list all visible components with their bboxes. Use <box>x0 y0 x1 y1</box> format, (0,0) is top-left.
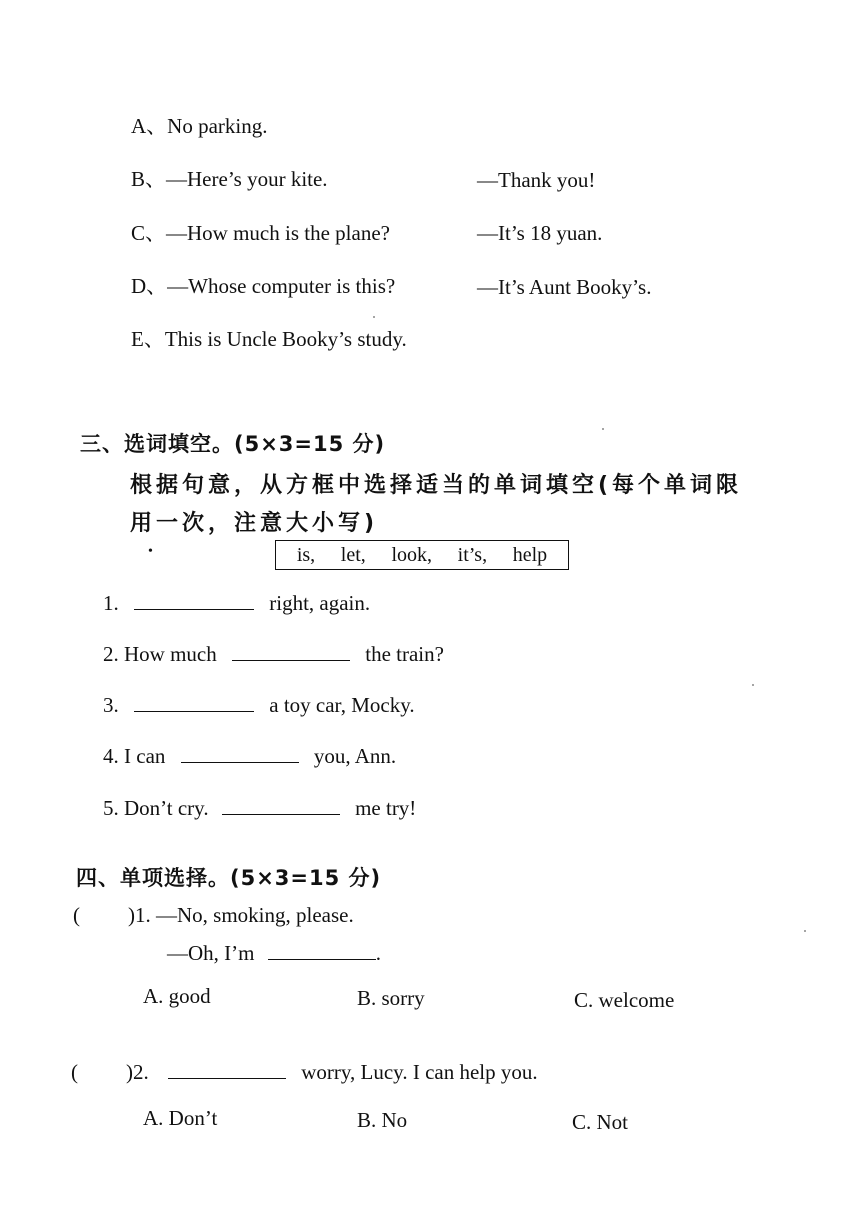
answer-paren-open[interactable]: ( <box>73 903 80 927</box>
option-letter: E、 <box>131 327 165 351</box>
q2-option-a[interactable]: A. Don’t <box>143 1106 218 1130</box>
item-text: the train? <box>365 642 444 666</box>
question-text: —No, smoking, please. <box>156 903 354 927</box>
q1-option-c[interactable]: C. welcome <box>574 988 675 1012</box>
scan-speck <box>752 684 754 686</box>
option-e <box>131 323 407 353</box>
item-text-before: How much <box>124 642 217 666</box>
item-text: you, Ann. <box>313 744 397 768</box>
option-b <box>131 163 328 193</box>
item-number: 5. <box>103 796 119 820</box>
word-choice: let, <box>340 543 366 566</box>
section4-heading: 四、单项选择。(5×3=15 分) <box>76 866 382 890</box>
q2-option-b[interactable]: B. No <box>357 1108 408 1132</box>
fill-item-2 <box>103 642 444 667</box>
q2-option-c[interactable]: C. Not <box>572 1110 629 1134</box>
answer-blank[interactable] <box>232 642 350 661</box>
question-text: —Oh, I’m <box>167 941 255 965</box>
answer-blank[interactable] <box>268 941 376 960</box>
option-text: —How much is the plane? <box>166 221 390 245</box>
answer-blank[interactable] <box>222 796 340 815</box>
option-d <box>131 270 395 300</box>
question-text: worry, Lucy. I can help you. <box>301 1060 538 1084</box>
word-choice: it’s, <box>457 543 488 566</box>
item-text-before: I can <box>124 744 166 768</box>
question-number: )1. <box>128 903 151 927</box>
item-number: 1. <box>103 591 119 615</box>
question-number: )2. <box>126 1060 149 1084</box>
fill-item-4 <box>103 744 396 769</box>
option-text: —Here’s your kite. <box>166 167 328 191</box>
item-text: right, again. <box>269 591 371 615</box>
stray-dot: • <box>148 544 153 559</box>
item-text: a toy car, Mocky. <box>269 693 415 717</box>
option-letter: C、 <box>131 221 167 245</box>
answer-blank[interactable] <box>168 1060 286 1079</box>
option-letter: D、 <box>131 274 168 298</box>
q1-option-b[interactable]: B. sorry <box>357 986 425 1010</box>
answer-paren-open[interactable]: ( <box>71 1060 78 1084</box>
fill-item-1 <box>103 591 370 616</box>
option-letter: A、 <box>131 114 168 138</box>
item-number: 2. <box>103 642 119 666</box>
answer-blank[interactable] <box>181 744 299 763</box>
section3-heading: 三、选词填空。(5×3=15 分) <box>80 432 386 456</box>
scan-speck <box>602 428 604 430</box>
section3-instruction-2: 用一次，注意大小写) <box>130 511 379 536</box>
answer-blank[interactable] <box>134 591 254 610</box>
scan-speck <box>804 930 806 932</box>
q1-option-a[interactable]: A. good <box>143 984 211 1008</box>
item-number: 3. <box>103 693 119 717</box>
option-a <box>131 110 268 140</box>
word-choice: is, <box>296 543 316 566</box>
question-2 <box>126 1060 538 1085</box>
question-1-line2 <box>167 941 381 966</box>
word-box <box>275 540 569 570</box>
item-number: 4. <box>103 744 119 768</box>
item-text: me try! <box>355 796 417 820</box>
question-text-end: . <box>375 941 381 965</box>
scan-speck <box>373 316 375 318</box>
option-text: —Whose computer is this? <box>167 274 396 298</box>
fill-item-5 <box>103 796 416 821</box>
section3-instruction-1: 根据句意，从方框中选择适当的单词填空(每个单词限 <box>130 473 743 498</box>
option-letter: B、 <box>131 167 167 191</box>
option-c <box>131 217 390 247</box>
option-b-reply: —Thank you! <box>477 168 596 192</box>
option-text: This is Uncle Booky’s study. <box>164 327 407 351</box>
word-choice: look, <box>391 543 432 566</box>
item-text-before: Don’t cry. <box>124 796 209 820</box>
word-choice: help <box>512 543 548 566</box>
answer-blank[interactable] <box>134 693 254 712</box>
question-1 <box>128 903 354 928</box>
option-text: No parking. <box>167 114 268 138</box>
fill-item-3 <box>103 693 415 718</box>
option-d-reply: —It’s Aunt Booky’s. <box>477 275 652 299</box>
option-c-reply: —It’s 18 yuan. <box>477 221 603 245</box>
